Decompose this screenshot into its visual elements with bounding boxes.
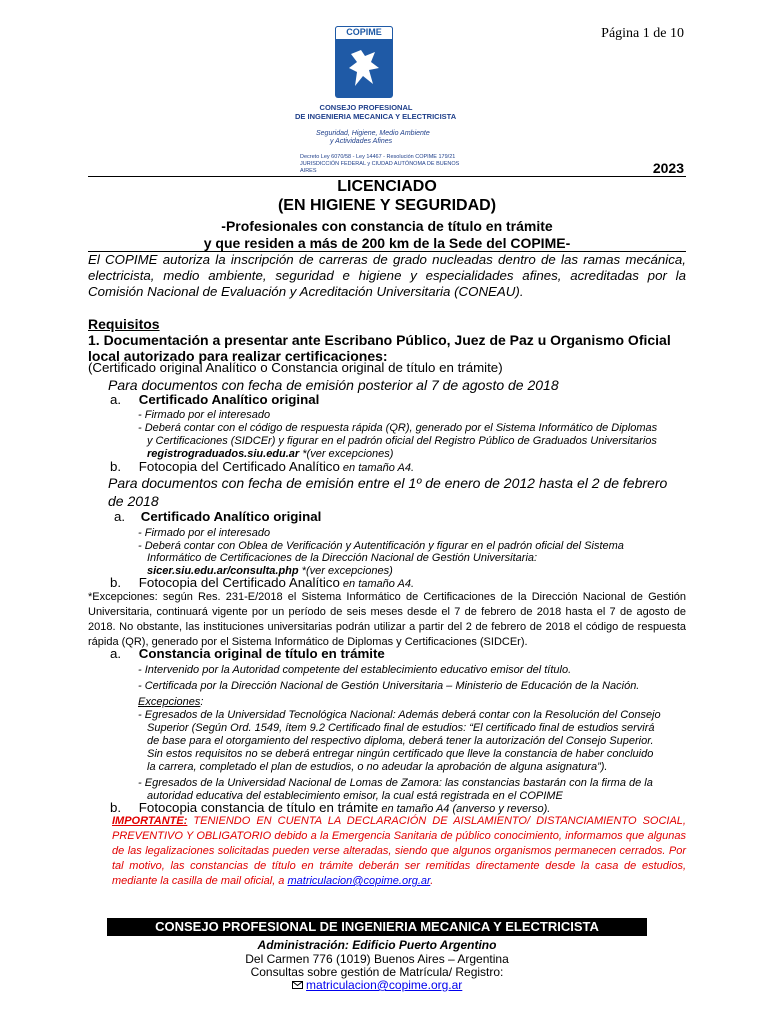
logo-wordmark: COPIME xyxy=(346,27,382,37)
exceptions-label-text: Excepciones xyxy=(138,696,201,708)
item-label: Fotocopia del Certificado Analítico xyxy=(138,459,340,474)
logo-legal xyxy=(300,154,468,175)
logo-legal-2: JURISDICCIÓN FEDERAL y CIUDAD AUTÓNOMA DE BUENOS AIRES xyxy=(300,161,460,174)
block3-item-a xyxy=(110,646,385,661)
note-item xyxy=(138,748,686,761)
note-text: Certificada por la Dirección Nacional de Gestión Universitaria – Ministerio de Educación de la Nación. xyxy=(144,680,640,692)
block1-item-b xyxy=(110,459,414,474)
footer-bar: CONSEJO PROFESIONAL DE INGENIERIA MECANICA Y ELECTRICISTA xyxy=(107,918,647,936)
item-suffix: en tamaño A4 (anverso y reverso). xyxy=(378,803,551,815)
logo-tagline-1: Seguridad, Higiene, Medio Ambiente xyxy=(316,130,430,137)
note-item xyxy=(138,722,686,735)
note-item xyxy=(138,761,686,774)
important-text: TENIENDO EN CUENTA LA DECLARACIÓN DE AISLAMIENTO/ DISTANCIAMIENTO SOCIAL, PREVENTIVO Y OBLIGATORIO debido a la Emergencia Sanitaria de público conocimiento, informamos que algunas de las legalizaciones solicitadas pueden verse alteradas, siendo que algunos organismos permanecen cerrados. Por tal motivo, las constancias de título en trámite deberán ser remitidas directamente desde la casa de estudios, mediante la casilla de mail oficial, a xyxy=(112,815,686,887)
block3-notes xyxy=(138,663,686,803)
title-line4: y que residen a más de 200 km de la Sede del COPIME- xyxy=(203,235,571,251)
block2-notes xyxy=(138,527,686,577)
note-text: autoridad educativa del establecimiento emisor, la cual está registrada en el COPIME xyxy=(147,790,563,802)
note-item xyxy=(138,735,686,748)
note-text: Egresados de la Universidad Nacional de Lomas de Zamora: las constancias bastarán con la firma de la xyxy=(144,777,653,789)
registry-link[interactable]: registrograduados.siu.edu.ar xyxy=(147,448,300,460)
footer-admin: Administración: Edificio Puerto Argentino xyxy=(257,938,497,952)
footer-email xyxy=(107,978,647,992)
block2-heading xyxy=(108,475,667,509)
note-text: Sin estos requisitos no se deberá entregar ningún certificado que lleve la constancia de haber concluido xyxy=(147,748,654,760)
note-item: - Deberá contar con Oblea de Verificación y Autentificación y figurar en el padrón oficial del Sistema xyxy=(138,539,624,552)
important-end: . xyxy=(430,875,434,887)
envelope-icon xyxy=(292,981,303,989)
logo-line2: DE INGENIERIA MECANICA Y ELECTRICISTA xyxy=(295,112,457,121)
item-label: Fotocopia constancia de título en trámite xyxy=(138,800,379,815)
block1-notes xyxy=(138,409,686,461)
note-item: - Intervenido por la Autoridad competente del establecimiento educativo emisor del título. xyxy=(138,664,572,676)
section1-subtitle: (Certificado original Analítico o Constancia original de título en trámite) xyxy=(88,360,503,375)
item-label: Fotocopia del Certificado Analítico xyxy=(138,575,340,590)
logo-line1: CONSEJO PROFESIONAL xyxy=(319,103,413,112)
item-letter: b. xyxy=(110,800,122,815)
block3-item-b xyxy=(110,800,550,815)
note-text: Informático de Certificaciones de la Dirección Nacional de Gestión Universitaria: xyxy=(147,552,538,564)
note-item: - Firmado por el interesado xyxy=(138,409,271,421)
item-suffix: en tamaño A4. xyxy=(339,578,415,590)
section1-title: 1. Documentación a presentar ante Escribano Público, Juez de Paz u Organismo Oficial local autorizado para realizar certificaciones: xyxy=(88,332,671,364)
note-text: y Certificaciones (SIDCEr) y figurar en el padrón oficial del Registro Público de Graduados Universitarios xyxy=(147,435,657,447)
item-label: Certificado Analítico original xyxy=(138,392,320,407)
item-letter: a. xyxy=(110,646,122,661)
important-email-link[interactable]: matriculacion@copime.org.ar xyxy=(287,875,431,887)
important-notice xyxy=(112,814,686,889)
note-text: Superior (Según Ord. 1549, ítem 9.2 Certificado final de estudios: “El certificado final de estudios servirá xyxy=(147,722,655,734)
requisitos-heading: Requisitos xyxy=(88,316,160,332)
intro-paragraph: El COPIME autoriza la inscripción de carreras de grado nucleadas dentro de las ramas mecánica, electricista, medio ambiente, seguridad e higiene y especialidades afines, acreditadas por la Comisión Nacional de Evaluación y Acreditación Universitaria (CONEAU). xyxy=(88,252,686,299)
logo-legal-1: Decreto Ley 6070/58 - Ley 14467 - Resolución COPIME 179/21 xyxy=(300,154,456,160)
year: 2023 xyxy=(652,160,684,176)
block2-heading-l2: de 2018 xyxy=(108,493,159,509)
logo-tagline xyxy=(316,130,456,146)
item-letter: b. xyxy=(110,575,122,590)
page-number: Página 1 de 10 xyxy=(601,26,684,41)
block2-heading-l1: Para documentos con fecha de emisión entre el 1º de enero de 2012 hasta el 2 de febrero xyxy=(108,475,668,491)
note-item xyxy=(138,435,686,448)
title-main: LICENCIADO xyxy=(337,178,437,195)
logo-tagline-2: y Actividades Afines xyxy=(330,138,393,145)
item-letter: a. xyxy=(114,509,126,524)
footer-address: Del Carmen 776 (1019) Buenos Aires – Argentina xyxy=(245,952,509,966)
exceptions-label: Excepciones: xyxy=(138,696,204,708)
title-sub: (EN HIGIENE Y SEGURIDAD) xyxy=(277,197,497,214)
note-text: Deberá contar con el código de respuesta rápida (QR), generado por el Sistema Informático de Diplomas xyxy=(144,422,658,434)
footer-consultas: Consultas sobre gestión de Matrícula/ Registro: xyxy=(250,965,504,979)
note-text: Firmado por el interesado xyxy=(144,409,271,421)
note-item: - Firmado por el interesado xyxy=(138,527,271,539)
note-text: la carrera, completado el plan de estudios, o no adeudar la aprobación de alguna asignatura”). xyxy=(147,761,608,773)
note-text: de base para el otorgamiento del respectivo diploma, deberá tener la autorización del Consejo Superior. xyxy=(147,735,654,747)
note-item: - Deberá contar con el código de respuesta rápida (QR), generado por el Sistema Informático de Diplomas xyxy=(138,422,658,434)
block1-item-a xyxy=(110,392,319,407)
title-line3: -Profesionales con constancia de título en trámite xyxy=(221,218,553,234)
item-letter: b. xyxy=(110,459,122,474)
block2-item-b xyxy=(110,575,414,590)
note-text: Firmado por el interesado xyxy=(144,527,271,539)
important-label: IMPORTANTE: xyxy=(112,815,188,827)
item-suffix: en tamaño A4. xyxy=(339,462,415,474)
note-text: Intervenido por la Autoridad competente del establecimiento educativo emisor del título. xyxy=(144,664,572,676)
footer-email-link[interactable]: matriculacion@copime.org.ar xyxy=(306,978,463,992)
note-item: - Egresados de la Universidad Nacional de Lomas de Zamora: las constancias bastarán con la firma de la xyxy=(138,777,653,789)
note-item: - Egresados de la Universidad Tecnológica Nacional: Además deberá contar con la Resolución del Consejo xyxy=(138,709,661,721)
note-text: *(ver excepciones) xyxy=(298,564,393,577)
item-letter: a. xyxy=(110,392,122,407)
griffin-icon xyxy=(345,44,383,92)
block2-item-a xyxy=(114,509,321,524)
exceptions-paragraph: *Excepciones: según Res. 231-E/2018 el Sistema Informático de Certificaciones de la Dirección Nacional de Gestión Universitaria, continuará vigente por un período de seis meses desde el 7 de febrero de 2018 hasta el 7 de agosto de 2018. No obstante, las instituciones universitarias podrán utilizar a partir del 2 de febrero de 2018 el código de respuesta rápida (QR), generado por el Sistema Informático de Diplomas y Certificaciones (SIDCEr). xyxy=(88,591,686,648)
sicer-link[interactable]: sicer.siu.edu.ar/consulta.php xyxy=(147,564,299,577)
note-text: *(ver excepciones) xyxy=(299,448,394,460)
note-text: Deberá contar con Oblea de Verificación y Autentificación y figurar en el padrón oficial del Sistema xyxy=(144,539,624,552)
note-item: - Certificada por la Dirección Nacional de Gestión Universitaria – Ministerio de Educación de la Nación. xyxy=(138,680,640,692)
note-text: Egresados de la Universidad Tecnológica Nacional: Además deberá contar con la Resolución del Consejo xyxy=(144,709,661,721)
item-label: Certificado Analítico original xyxy=(140,509,322,524)
note-item xyxy=(138,552,686,565)
block1-heading: Para documentos con fecha de emisión posterior al 7 de agosto de 2018 xyxy=(108,377,559,393)
top-rule xyxy=(88,176,686,177)
item-label: Constancia original de título en trámite xyxy=(138,646,385,661)
